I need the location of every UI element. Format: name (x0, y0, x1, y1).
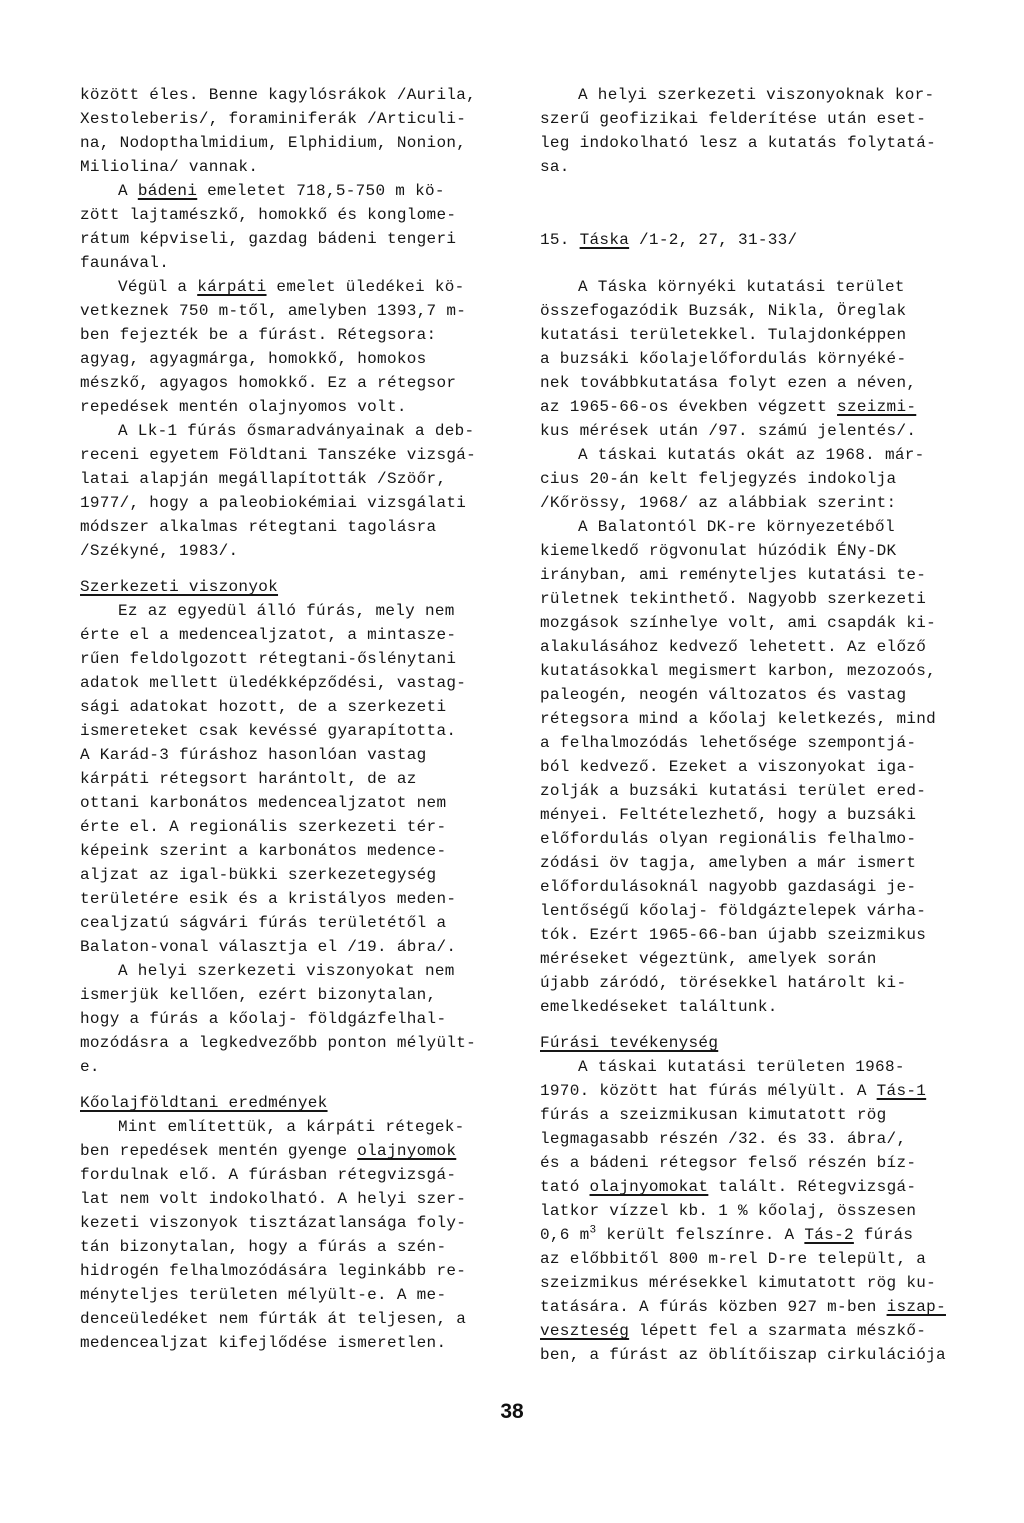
text-line: mozgások színhelye volt, ami csapdák ki- (540, 614, 937, 632)
text-line: zött lajtamészkő, homokkő és konglome- (80, 206, 457, 224)
text-line: agyag, agyagmárga, homokkő, homokos (80, 350, 427, 368)
underlined-text: veszteség (540, 1322, 630, 1340)
text-line: kutatásokkal megismert karbon, mezozoós, (540, 662, 937, 680)
text-line: érte el a medencealjzatot, a mintasze- (80, 626, 457, 644)
text-line: méréseket végeztünk, amelyek során (540, 950, 877, 968)
text-line: adatok mellett üledékképződési, vastag- (80, 674, 467, 692)
text-line: nek továbbkutatása folyt ezen a néven, (540, 374, 917, 392)
text-segment: emeletet 718,5-750 m kö- (197, 182, 445, 200)
text-line: alakulásához kedvező lehetett. Az előző (540, 638, 927, 656)
text-line: ben, a fúrást az öblítőiszap cirkulációja (540, 1346, 946, 1364)
text-line: képeink szerint a karbonátos medence- (80, 842, 447, 860)
text-line: legmagasabb részén /32. és 33. ábra/, (540, 1130, 907, 1148)
text-line: Miliolina/ vannak. (80, 158, 259, 176)
text-line: emelkedéseket találtunk. (540, 998, 778, 1016)
text-line: ból kedvező. Ezeket a viszonyokat iga- (540, 758, 917, 776)
text-line: leg indokolható lesz a kutatás folytatá- (540, 134, 937, 152)
underlined-text: olajnyomokat (589, 1178, 709, 1196)
text-line: fúrás a szeizmikusan kimutatott rög (540, 1106, 887, 1124)
section-heading-text: Kőolajföldtani eredmények (80, 1094, 328, 1112)
text-segment: talált. Rétegvizsgá- (708, 1178, 917, 1196)
text-line: ben fejezték be a fúrást. Rétegsora: (80, 326, 437, 344)
text-line (80, 179, 500, 203)
text-segment: 15. (540, 231, 580, 249)
text-line: mozódásra a legkedvezőbb ponton mélyült- (80, 1034, 477, 1052)
text-line (540, 1079, 970, 1103)
text-segment: lépett fel a szarmata mészkő- (629, 1322, 927, 1340)
text-line: na, Nodopthalmidium, Elphidium, Nonion, (80, 134, 467, 152)
text-line: zódási öv tagja, amelyben a már ismert (540, 854, 917, 872)
text-line: szeizmikus mérésekkel kimutatott rög ku- (540, 1274, 937, 1292)
text-line: paleogén, neogén változatos és vastag (540, 686, 907, 704)
text-line: hidrogén felhalmozódására leginkább re- (80, 1262, 467, 1280)
section-heading (540, 228, 970, 252)
text-line: az előbbitől 800 m-rel D-re települt, a (540, 1250, 927, 1268)
text-line: érte el. A regionális szerkezeti tér- (80, 818, 447, 836)
text-line: a felhalmozódás lehetősége szempontjá- (540, 734, 917, 752)
text-segment: az 1965-66-os években végzett (540, 398, 838, 416)
text-line: rületnek tekinthető. Nagyobb szerkezeti (540, 590, 927, 608)
text-line: újabb záródó, törésekkel határolt ki- (540, 974, 907, 992)
text-line: repedések mentén olajnyomos volt. (80, 398, 407, 416)
text-line: vetkeznek 750 m-től, amelyben 1393,7 m- (80, 302, 467, 320)
text-line: A táskai kutatási területen 1968- (578, 1058, 905, 1076)
section-heading-text: Táska (579, 231, 630, 249)
text-line: 1977/, hogy a paleobiokémiai vizsgálati (80, 494, 467, 512)
text-line: és a bádeni rétegsor felső részén bíz- (540, 1154, 917, 1172)
text-line: sági adatokat hozott, de a szerkezeti (80, 698, 447, 716)
paragraph (80, 83, 500, 179)
text-line (540, 1175, 970, 1199)
text-line: cealjzatú ságvári fúrás területétől a (80, 914, 447, 932)
text-line: aljzat az igal-bükki szerkezetegység (80, 866, 437, 884)
text-line: ményteljes területen mélyült-e. A me- (80, 1286, 447, 1304)
text-line: hogy a fúrás a kőolaj- földgázfelhal- (80, 1010, 447, 1028)
text-line: kezeti viszonyok tisztázatlansága foly- (80, 1214, 467, 1232)
text-line: lentőségű kőolaj- földgáztelepek várha- (540, 902, 927, 920)
text-line: A Karád-3 fúráshoz hasonlóan vastag (80, 746, 427, 764)
text-line: Mint említettük, a kárpáti rétegek- (118, 1118, 465, 1136)
right-column (540, 83, 970, 1367)
page-number: 38 (500, 1400, 524, 1423)
text-line: cius 20-án kelt feljegyzés indokolja (540, 470, 897, 488)
text-line: fordulnak elő. A fúrásban rétegvizsgá- (80, 1166, 457, 1184)
text-line: szerű geofizikai felderítése után eset- (540, 110, 927, 128)
text-line: Ez az egyedül álló fúrás, mely nem (118, 602, 455, 620)
text-line: faunával. (80, 254, 170, 272)
text-line: denceüledéket nem fúrták át teljesen, a (80, 1310, 467, 1328)
text-line: tán bizonytalan, hogy a fúrás a szén- (80, 1238, 447, 1256)
text-line: előfordulás olyan regionális felhalmo- (540, 830, 917, 848)
paragraph (540, 275, 970, 443)
section-heading (80, 1091, 500, 1115)
text-line: A Balatontól DK-re környezetéből (578, 518, 895, 536)
text-line: A helyi szerkezeti viszonyokat nem (118, 962, 455, 980)
text-line: kus mérések után /97. számú jelentés/. (540, 422, 917, 440)
text-segment: 0,6 m (540, 1226, 590, 1244)
text-line: tók. Ezért 1965-66-ban újabb szeizmikus (540, 926, 927, 944)
text-line: kutatási területekkel. Tulajdonképpen (540, 326, 907, 344)
text-line: zolják a buzsáki kutatási terület ered- (540, 782, 927, 800)
underlined-text: Tás-1 (876, 1082, 927, 1100)
paragraph (80, 179, 500, 275)
underlined-text: iszap- (886, 1298, 946, 1316)
text-line: e. (80, 1058, 100, 1076)
text-segment: 1970. között hat fúrás mélyült. A (540, 1082, 877, 1100)
paragraph (80, 959, 500, 1079)
text-line: ottani karbonátos medencealjzatot nem (80, 794, 447, 812)
text-line: ismereteket csak kevéssé gyarapította. (80, 722, 457, 740)
text-line: ményei. Feltételezhető, hogy a buzsáki (540, 806, 917, 824)
text-line: Balaton-vonal választja el /19. ábra/. (80, 938, 457, 956)
text-segment: került felszínre. A (596, 1226, 805, 1244)
section-heading (80, 575, 500, 599)
text-segment: emelet üledékei kö- (266, 278, 465, 296)
text-line (540, 395, 970, 419)
paragraph (540, 1055, 970, 1367)
underlined-text: Tás-2 (804, 1226, 854, 1244)
underlined-text: szeizmi- (837, 398, 917, 416)
text-line: Xestoleberis/, foraminiferák /Articuli- (80, 110, 467, 128)
paragraph (540, 443, 970, 515)
underlined-text: bádeni (137, 182, 198, 200)
text-line (540, 1319, 970, 1343)
text-line: /Kőrössy, 1968/ az alábbiak szerint: (540, 494, 897, 512)
section-heading-text: Fúrási tevékenység (540, 1034, 719, 1052)
text-line (540, 1295, 970, 1319)
text-segment: tató (540, 1178, 590, 1196)
text-line: között éles. Benne kagylósrákok /Aurila, (80, 86, 477, 104)
text-line: összefogazódik Buzsák, Nikla, Öreglak (540, 302, 907, 320)
left-column (80, 83, 500, 1355)
paragraph (80, 599, 500, 959)
text-line: /Székyné, 1983/. (80, 542, 239, 560)
text-segment: tatására. A fúrás közben 927 m-ben (540, 1298, 887, 1316)
text-line (80, 275, 500, 299)
text-line: területére esik és a kristályos meden- (80, 890, 457, 908)
text-line: sa. (540, 158, 570, 176)
text-line: latai alapján megállapították /Szöőr, (80, 470, 447, 488)
text-line: lat nem volt indokolható. A helyi szer- (80, 1190, 467, 1208)
text-segment: A (118, 182, 138, 200)
text-line: rétegsora mind a kőolaj keletkezés, mind (540, 710, 937, 728)
text-line: mészkő, agyagos homokkő. Ez a rétegsor (80, 374, 457, 392)
section-heading (540, 1031, 970, 1055)
text-line (540, 1223, 970, 1247)
text-line: rűen feldolgozott rétegtani-őslénytani (80, 650, 457, 668)
text-line: medencealjzat kifejlődése ismeretlen. (80, 1334, 447, 1352)
section-heading-text: Szerkezeti viszonyok (80, 578, 279, 596)
text-line: A helyi szerkezeti viszonyoknak kor- (578, 86, 935, 104)
text-line: A Lk-1 fúrás ősmaradványainak a deb- (118, 422, 475, 440)
text-line: irányban, ami reményteljes kutatási te- (540, 566, 927, 584)
paragraph (80, 419, 500, 563)
superscript: 3 (589, 1224, 597, 1237)
underlined-text: kárpáti (197, 278, 267, 296)
text-line: ismerjük kellően, ezért bizonytalan, (80, 986, 437, 1004)
paragraph (80, 1115, 500, 1355)
text-line: a buzsáki kőolajelőfordulás környéké- (540, 350, 907, 368)
text-line: kiemelkedő rögvonulat húzódik ÉNy-DK (540, 542, 897, 560)
text-segment: Végül a (118, 278, 198, 296)
paragraph (540, 515, 970, 1019)
text-segment: ben repedések mentén gyenge (80, 1142, 358, 1160)
underlined-text: olajnyomok (357, 1142, 457, 1160)
text-segment: /1-2, 27, 31-33/ (629, 231, 798, 249)
text-line: rátum képviseli, gazdag bádeni tengeri (80, 230, 457, 248)
text-segment: fúrás (853, 1226, 914, 1244)
text-line: előfordulásoknál nagyobb gazdasági je- (540, 878, 917, 896)
text-line: A táskai kutatás okát az 1968. már- (578, 446, 925, 464)
text-line: módszer alkalmas rétegtani tagolásra (80, 518, 437, 536)
text-line: A Táska környéki kutatási terület (578, 278, 905, 296)
text-line: kárpáti rétegsort harántolt, de az (80, 770, 417, 788)
text-line (80, 1139, 500, 1163)
text-line: receni egyetem Földtani Tanszéke vizsgá- (80, 446, 477, 464)
paragraph (540, 83, 970, 179)
text-line: latkor vízzel kb. 1 % kőolaj, összesen (540, 1202, 917, 1220)
paragraph (80, 275, 500, 419)
